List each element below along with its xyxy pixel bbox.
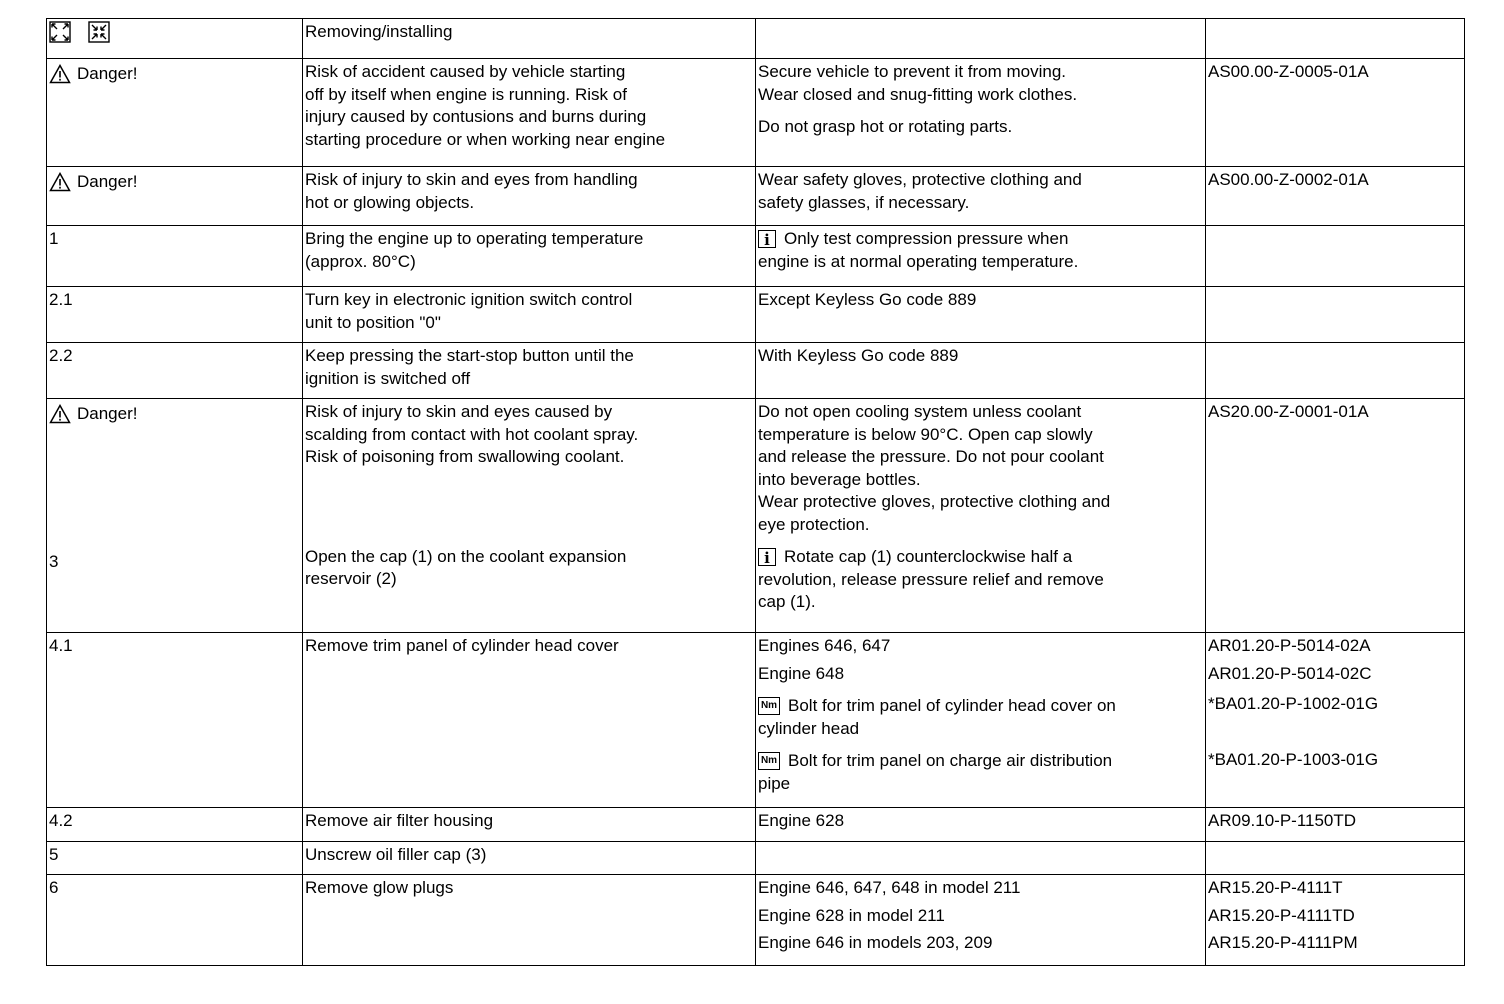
reference-code: AR09.10-P-1150TD — [1206, 808, 1465, 842]
table-row-step — [47, 287, 1465, 343]
danger-text: Danger! — [77, 404, 138, 423]
spacer — [758, 740, 1202, 750]
reference-codes — [1206, 875, 1465, 966]
spacer — [758, 536, 1202, 546]
text-line: Bolt for trim panel on charge air distribution — [788, 751, 1113, 770]
step-number: 4.1 — [47, 633, 303, 808]
empty-cell — [1206, 226, 1465, 287]
danger-cell — [47, 59, 303, 167]
reference-code: AR15.20-P-4111PM — [1208, 933, 1358, 952]
text-line: Engines 646, 647 — [758, 636, 891, 655]
text-line: Wear protective gloves, protective clothing and — [758, 492, 1111, 511]
table-row-step — [47, 343, 1465, 399]
text-line: Risk of injury to skin and eyes from handling — [305, 170, 638, 189]
step-number: 2.2 — [47, 343, 303, 399]
text-line: Risk of poisoning from swallowing coolant. — [305, 447, 625, 466]
empty-cell — [756, 19, 1206, 59]
table-row-step — [47, 633, 1465, 808]
text-line: ignition is switched off — [305, 368, 471, 388]
text-line: and release the pressure. Do not pour coolant — [758, 447, 1104, 466]
text-line: Engine 648 — [758, 663, 845, 683]
step-number: 6 — [47, 875, 303, 966]
step-number: 4.2 — [47, 808, 303, 842]
text-line: Engine 628 in model 211 — [758, 905, 945, 925]
warning-triangle-icon — [49, 64, 71, 84]
text-line: Engine 646, 647, 648 in model 211 — [758, 878, 1021, 897]
step-note: Engine 628 — [756, 808, 1206, 842]
danger-label — [49, 171, 137, 194]
danger-cell — [47, 167, 303, 226]
danger-cell — [47, 399, 303, 633]
text-line: temperature is below 90°C. Open cap slowly — [758, 424, 1093, 444]
table-row-header — [47, 19, 1465, 59]
spacer — [758, 685, 1202, 695]
text-line: reservoir (2) — [305, 569, 397, 588]
step-description — [303, 287, 756, 343]
step-description — [303, 226, 756, 287]
hazard-description — [303, 167, 756, 226]
text-line: into beverage bottles. — [758, 469, 921, 489]
table-row-danger — [47, 399, 1465, 633]
danger-label — [49, 63, 137, 86]
text-line: scalding from contact with hot coolant spray. — [305, 424, 639, 444]
danger-label — [49, 403, 137, 426]
text-line: pipe — [758, 773, 791, 793]
table-row-step — [47, 226, 1465, 287]
text-line: Wear safety gloves, protective clothing and — [758, 170, 1082, 189]
empty-cell — [1206, 287, 1465, 343]
spacer — [49, 431, 299, 551]
table-row-step — [47, 875, 1465, 966]
reference-code: AS20.00-Z-0001-01A — [1206, 399, 1465, 633]
spacer — [758, 106, 1202, 116]
empty-cell — [756, 842, 1206, 875]
text-line: Bring the engine up to operating temperature — [305, 229, 644, 248]
warning-triangle-icon — [49, 404, 71, 424]
step-description: Remove trim panel of cylinder head cover — [303, 633, 756, 808]
info-icon: i — [758, 230, 776, 248]
reference-code: AS00.00-Z-0002-01A — [1206, 167, 1465, 226]
text-line: safety glasses, if necessary. — [758, 192, 970, 212]
text-line: Keep pressing the start-stop button until the — [305, 346, 634, 365]
step-number: 3 — [49, 551, 59, 571]
header-title: Removing/installing — [303, 19, 756, 59]
table-row-danger — [47, 59, 1465, 167]
reference-code: AR01.20-P-5014-02A — [1208, 636, 1371, 655]
text-line: Engine 646 in models 203, 209 — [758, 933, 993, 952]
text-line: cylinder head — [758, 718, 860, 738]
empty-cell — [1206, 19, 1465, 59]
text-line: Risk of accident caused by vehicle starting — [305, 62, 626, 81]
text-line: revolution, release pressure relief and remove — [758, 569, 1104, 589]
torque-icon: Nm — [758, 697, 780, 715]
reference-codes — [1206, 633, 1465, 808]
text-line: eye protection. — [758, 514, 870, 534]
reference-code: *BA01.20-P-1003-01G — [1208, 749, 1379, 769]
step-note — [756, 633, 1206, 808]
spacer — [1208, 716, 1461, 749]
table-row-step — [47, 808, 1465, 842]
text-line: Do not open cooling system unless coolant — [758, 402, 1082, 421]
hazard-description — [303, 59, 756, 167]
hazard-description — [303, 399, 756, 633]
text-line: engine is at normal operating temperature. — [758, 251, 1079, 271]
text-line: Open the cap (1) on the coolant expansion — [305, 546, 627, 566]
safety-note — [756, 167, 1206, 226]
install-icon — [88, 21, 110, 43]
step-number: 5 — [47, 842, 303, 875]
torque-icon: Nm — [758, 752, 780, 770]
table-row-step — [47, 842, 1465, 875]
remove-icon — [49, 21, 71, 43]
text-line: Rotate cap (1) counterclockwise half a — [784, 547, 1073, 566]
danger-text: Danger! — [77, 172, 138, 191]
text-line: off by itself when engine is running. Risk of — [305, 84, 627, 104]
reference-code: AR15.20-P-4111TD — [1208, 905, 1355, 925]
text-line: Turn key in electronic ignition switch control — [305, 290, 633, 309]
text-line: starting procedure or when working near engine — [305, 129, 666, 149]
text-line: Only test compression pressure when — [784, 229, 1069, 248]
step-description: Remove glow plugs — [303, 875, 756, 966]
step-description — [303, 343, 756, 399]
step-number: 1 — [47, 226, 303, 287]
table-row-danger — [47, 167, 1465, 226]
text-line: cap (1). — [758, 592, 816, 611]
header-icons-cell — [47, 19, 303, 59]
text-line: Bolt for trim panel of cylinder head cover on — [788, 696, 1116, 715]
step-note: Except Keyless Go code 889 — [756, 287, 1206, 343]
reference-code: AR15.20-P-4111T — [1208, 878, 1343, 897]
info-icon: i — [758, 548, 776, 566]
repair-instruction-table — [46, 18, 1465, 966]
reference-code: AS00.00-Z-0005-01A — [1206, 59, 1465, 167]
step-description: Unscrew oil filler cap (3) — [303, 842, 756, 875]
danger-text: Danger! — [77, 64, 138, 83]
text-line: unit to position "0" — [305, 312, 441, 332]
step-note — [756, 875, 1206, 966]
text-line: Do not grasp hot or rotating parts. — [758, 117, 1013, 136]
empty-cell — [1206, 343, 1465, 399]
warning-triangle-icon — [49, 172, 71, 192]
text-line: hot or glowing objects. — [305, 192, 475, 212]
text-line: Risk of injury to skin and eyes caused by — [305, 402, 613, 421]
reference-code: AR01.20-P-5014-02C — [1208, 663, 1372, 683]
step-note — [756, 226, 1206, 287]
text-line: Secure vehicle to prevent it from moving. — [758, 62, 1067, 81]
spacer — [1208, 685, 1461, 693]
text-line: (approx. 80°C) — [305, 251, 416, 271]
empty-cell — [1206, 842, 1465, 875]
reference-code: *BA01.20-P-1002-01G — [1208, 694, 1379, 713]
text-line: Wear closed and snug-fitting work clothes. — [758, 84, 1078, 104]
safety-note — [756, 399, 1206, 633]
step-number: 2.1 — [47, 287, 303, 343]
spacer — [305, 469, 752, 546]
step-description: Remove air filter housing — [303, 808, 756, 842]
safety-note — [756, 59, 1206, 167]
step-note: With Keyless Go code 889 — [756, 343, 1206, 399]
text-line: injury caused by contusions and burns during — [305, 107, 647, 126]
